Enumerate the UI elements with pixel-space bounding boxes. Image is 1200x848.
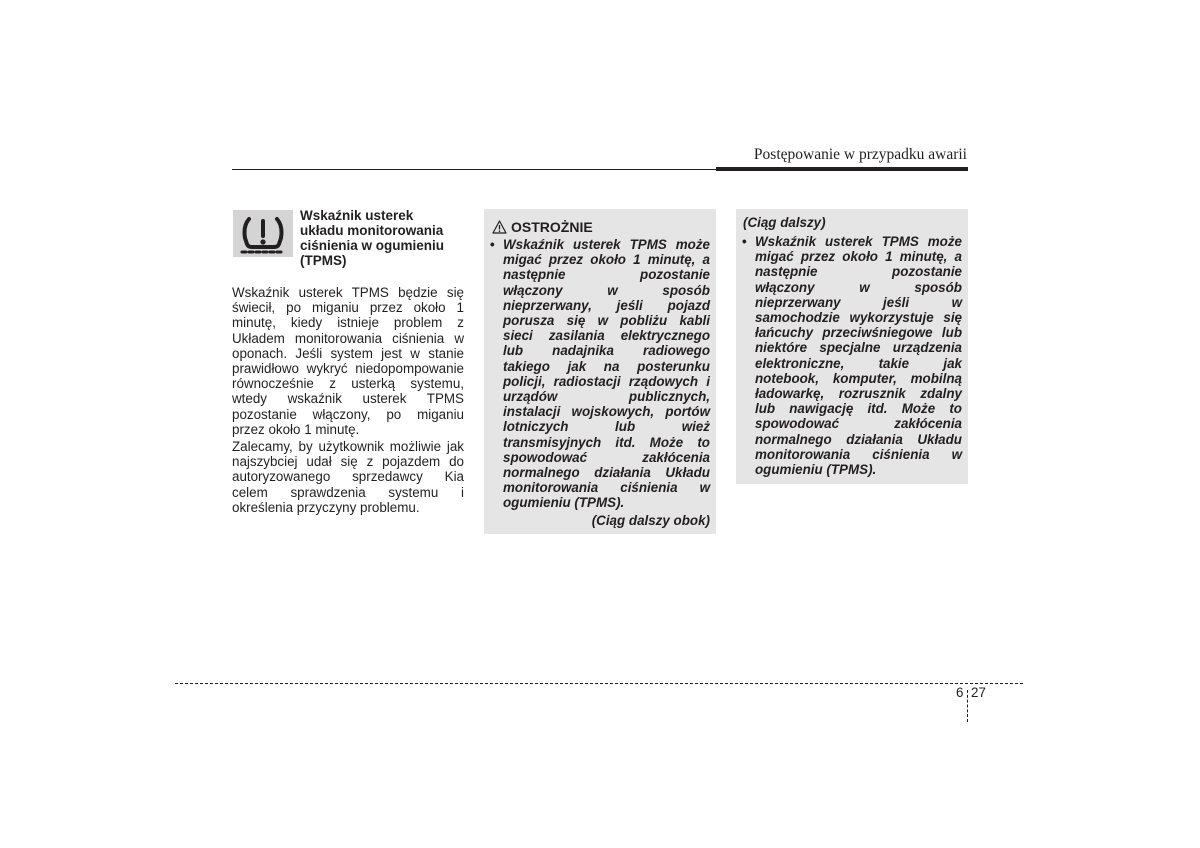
- caution-line: urządów publicznych,: [503, 389, 710, 405]
- continuation-line: spowodować zakłócenia: [755, 416, 962, 432]
- continuation-line: niektóre specjalne urządzenia: [755, 340, 962, 356]
- footer-rule: [175, 683, 1023, 684]
- caution-line: ogumieniu (TPMS).: [503, 495, 625, 511]
- body-line: wtedy wskaźnik usterek TPMS: [232, 391, 464, 407]
- indicator-title-line: układu monitorowania: [300, 223, 444, 238]
- caution-line: migać przez około 1 minutę, a: [503, 252, 710, 268]
- body-line: prawidłowo wykryć niedopompowanie: [232, 361, 464, 377]
- caution-line: Wskaźnik usterek TPMS może: [503, 237, 710, 252]
- caution-line: spowodować zakłócenia: [503, 449, 710, 465]
- caution-line: monitorowania ciśnienia w: [503, 480, 710, 496]
- bullet-dot: •: [742, 234, 747, 249]
- body-paragraph-1: [232, 285, 464, 437]
- tpms-warning-icon: [233, 210, 293, 257]
- continuation-line: lub nawigację itd. Może to: [755, 401, 962, 417]
- body-line: Układem monitorowania ciśnienia w: [232, 330, 464, 346]
- continuation-line: migać przez około 1 minutę, a: [755, 249, 962, 265]
- indicator-title-line: Wskaźnik usterek: [300, 208, 414, 223]
- body-line: określenia przyczyny problemu.: [232, 499, 420, 515]
- page-number: 27: [971, 685, 986, 700]
- indicator-title-line: (TPMS): [300, 253, 347, 268]
- continuation-line: samochodzie wykorzystuje się: [755, 310, 962, 326]
- body-line: świecił, po miganiu przez około 1: [232, 300, 464, 316]
- body-line: autoryzowanego sprzedawcy Kia: [232, 469, 464, 485]
- caution-line: policji, radiostacji rządowych i: [503, 373, 710, 389]
- continuation-heading: (Ciąg dalszy): [743, 215, 826, 230]
- section-header-title: Postępowanie w przypadku awarii: [753, 146, 967, 163]
- caution-line: transmisyjnych itd. Może to: [503, 434, 710, 450]
- caution-line: lotniczych lub wież: [503, 419, 710, 435]
- footer-divider: [967, 690, 968, 722]
- caution-line: lub nadajnika radiowego: [503, 343, 710, 359]
- body-line: celem sprawdzenia systemu i: [232, 484, 464, 500]
- continuation-line: włączony w sposób: [755, 279, 962, 295]
- indicator-title-line: ciśnienia w ogumieniu: [300, 238, 445, 253]
- body-line: najszybciej udał się z pojazdem do: [232, 454, 464, 470]
- continuation-line: ogumieniu (TPMS).: [755, 462, 877, 478]
- continuation-line: elektroniczne, takie jak: [755, 355, 962, 371]
- header-rule-thin: [232, 169, 716, 170]
- body-paragraph-2: [232, 439, 464, 515]
- continuation-line: normalnego działania Układu: [755, 431, 962, 447]
- body-line: równocześnie z usterką systemu,: [232, 376, 464, 392]
- caution-line: sieci zasilania elektrycznego: [503, 328, 710, 344]
- caution-line: takiego jak na posterunku: [503, 358, 710, 374]
- continuation-line: łańcuchy przeciwśniegowe lub: [755, 325, 962, 341]
- caution-bullet: [490, 237, 710, 511]
- caution-line: nieprzerwany, jeśli pojazd: [503, 297, 710, 313]
- body-line: pozostanie włączony, po miganiu: [232, 406, 464, 422]
- continuation-line: notebook, komputer, mobilną: [755, 370, 962, 386]
- body-line: oponach. Jeśli system jest w stanie: [232, 345, 464, 361]
- continuation-line: nieprzerwany jeśli w: [755, 294, 962, 310]
- caution-heading: [492, 219, 593, 237]
- caution-line: porusza się w pobliżu kabli: [503, 313, 710, 329]
- continuation-line: następnie pozostanie: [755, 264, 962, 280]
- warning-triangle-icon: [492, 220, 507, 237]
- body-line: minutę, kiedy istnieje problem z: [232, 315, 464, 331]
- continued-next-label: (Ciąg dalszy obok): [591, 513, 710, 528]
- indicator-title: [300, 208, 465, 268]
- caution-line: instalacji wojskowych, portów: [503, 404, 710, 420]
- caution-heading-text: OSTROŻNIE: [511, 219, 593, 235]
- body-line: Zalecamy, by użytkownik możliwie jak: [232, 439, 464, 454]
- continuation-line: ładowarkę, rozrusznik zdalny: [755, 386, 962, 402]
- body-line: przez około 1 minutę.: [232, 421, 360, 437]
- caution-line: następnie pozostanie: [503, 267, 710, 283]
- header-rule-thick: [716, 167, 968, 171]
- continuation-line: monitorowania ciśnienia w: [755, 446, 962, 462]
- caution-line: normalnego działania Układu: [503, 465, 710, 481]
- caution-line: włączony w sposób: [503, 282, 710, 298]
- chapter-number: 6: [956, 685, 964, 700]
- body-line: Wskaźnik usterek TPMS będzie się: [232, 285, 464, 300]
- continuation-bullet: [742, 234, 962, 477]
- continuation-line: Wskaźnik usterek TPMS może: [755, 234, 962, 249]
- bullet-dot: •: [490, 237, 495, 252]
